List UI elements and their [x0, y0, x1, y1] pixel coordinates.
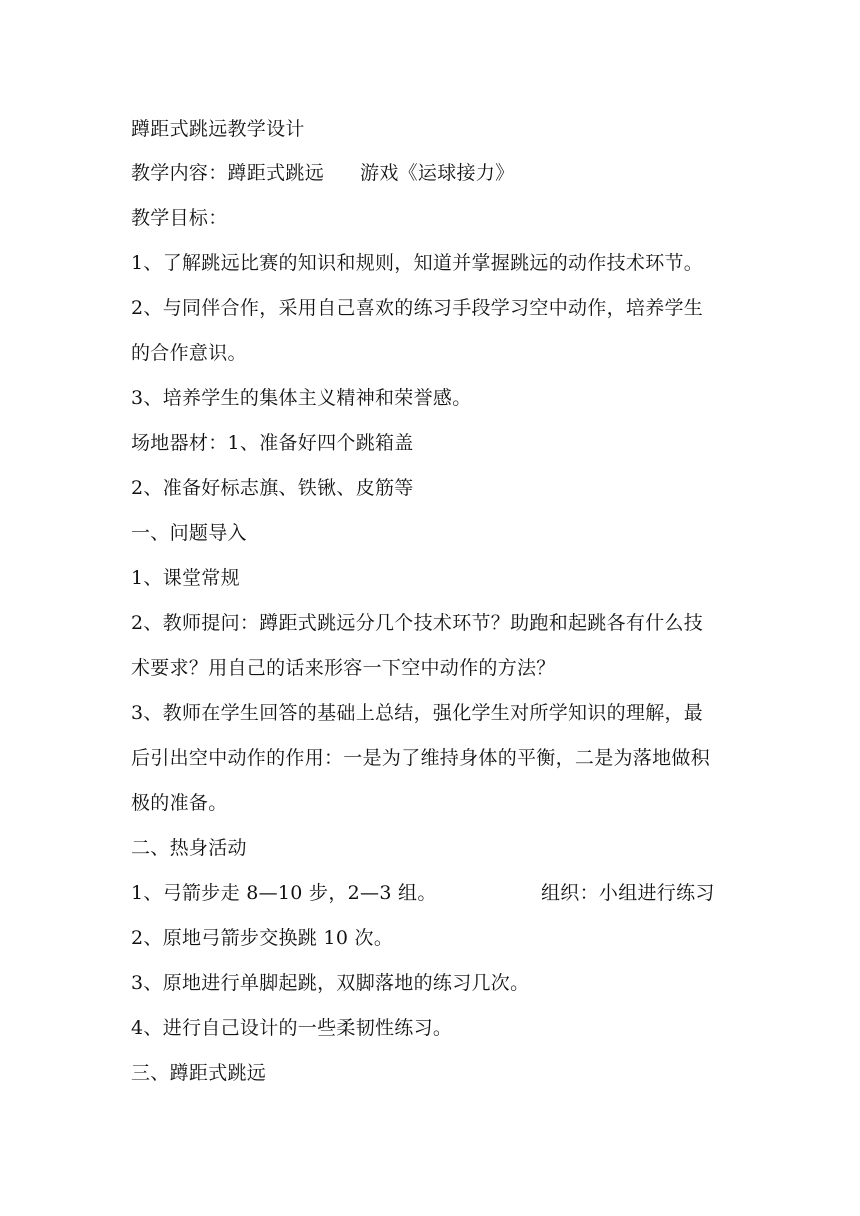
section-1-item-2-line-1: 2、教师提问：蹲距式跳远分几个技术环节？助跑和起跳各有什么技: [131, 612, 704, 634]
section-1-item-1: 1、课堂常规: [131, 567, 240, 589]
section-1-heading: 一、问题导入: [131, 522, 247, 544]
section-2-item-1: [131, 881, 437, 905]
objectives-heading: 教学目标：: [131, 207, 228, 229]
section-1-item-3-line-3: 极的准备。: [131, 792, 228, 814]
section-2-item-2: 2、原地弓箭步交换跳 10 次。: [131, 927, 394, 949]
content-label: 教学内容：蹲距式跳远: [131, 162, 325, 184]
section-2-heading: 二、热身活动: [131, 837, 247, 859]
section-3-heading: 三、蹲距式跳远: [131, 1062, 267, 1084]
section-1-item-3-line-1: 3、教师在学生回答的基础上总结，强化学生对所学知识的理解，最: [131, 702, 704, 724]
equipment-line-1: 场地器材：1、准备好四个跳箱盖: [131, 432, 414, 454]
objective-item-3: 3、培养学生的集体主义精神和荣誉感。: [131, 387, 472, 409]
section-1-item-3-line-2: 后引出空中动作的作用：一是为了维持身体的平衡，二是为落地做积: [131, 747, 711, 769]
section-2-item-4: 4、进行自己设计的一些柔韧性练习。: [131, 1017, 453, 1039]
section-2-item-1-main: 1、弓箭步走 8—10 步，2—3 组。: [131, 882, 437, 904]
section-1-item-2-line-2: 术要求？用自己的话来形容一下空中动作的方法？: [131, 657, 556, 679]
objective-item-1: 1、了解跳远比赛的知识和规则，知道并掌握跳远的动作技术环节。: [131, 252, 704, 274]
content-line: [131, 161, 514, 185]
equipment-line-2: 2、准备好标志旗、铁锹、皮筋等: [131, 477, 414, 499]
objective-item-2-line-1: 2、与同伴合作，采用自己喜欢的练习手段学习空中动作，培养学生: [131, 297, 704, 319]
section-2-item-3: 3、原地进行单脚起跳，双脚落地的练习几次。: [131, 972, 530, 994]
document-title: 蹲距式跳远教学设计: [131, 118, 305, 140]
content-game: 游戏《运球接力》: [360, 162, 515, 184]
objective-item-2-line-2: 的合作意识。: [131, 342, 247, 364]
section-2-item-1-organization: 组织：小组进行练习: [541, 882, 715, 904]
